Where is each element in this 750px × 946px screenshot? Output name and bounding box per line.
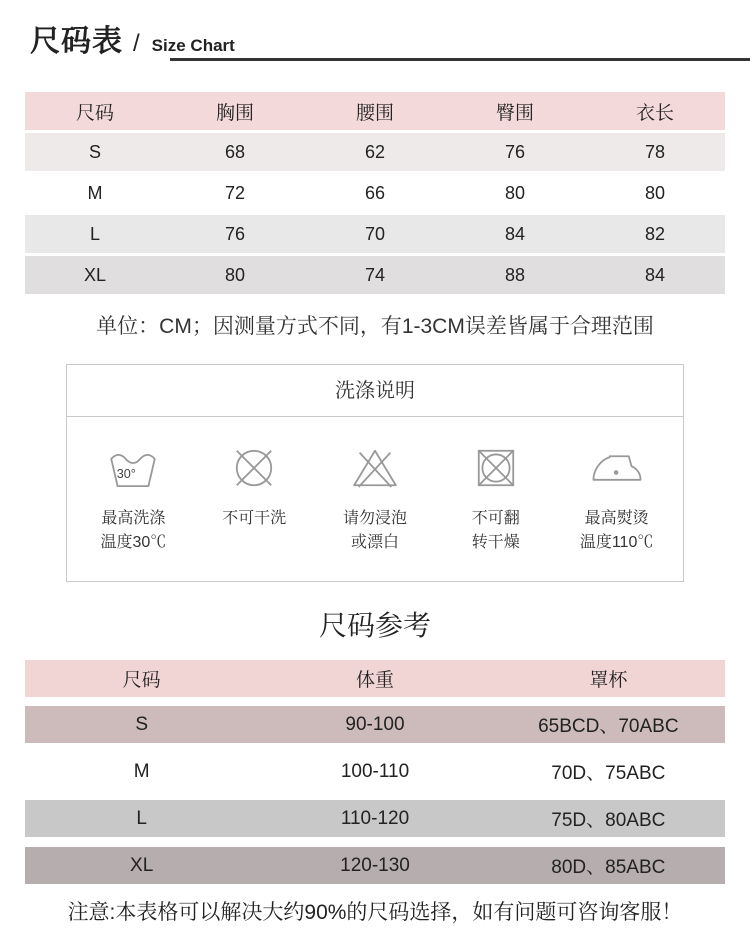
reference-header-cell: 尺码 [122,670,161,691]
wash-label-line: 请勿浸泡 [342,510,407,527]
hip-cell: 80 [504,182,526,203]
waist-cell: 74 [364,264,386,285]
weight-cell: 110-120 [340,807,410,829]
size-table [25,92,725,294]
cup-cell: 75D、80ABC [551,810,666,831]
size-table-header-cell: 胸围 [215,102,254,124]
size-cell: S [88,141,101,162]
table-row [25,800,725,837]
page-header [0,0,750,62]
title-separator: / [133,30,140,57]
wash-label-line: 温度110℃ [579,534,654,551]
wash-instruction-item [315,439,436,555]
wash-instruction-label [100,507,166,555]
page-title: 尺码表 [30,25,123,58]
wash-instruction-label [580,507,654,555]
hip-cell: 76 [504,141,526,162]
size-table-header-row [25,92,725,130]
table-row [25,847,725,884]
weight-cell: 120-130 [340,854,410,876]
table-row [25,753,725,790]
length-cell: 80 [644,182,666,203]
hip-cell: 88 [504,264,526,285]
reference-title: 尺码参考 [318,610,431,641]
bust-cell: 80 [224,264,246,285]
table-row [25,215,725,253]
no-tumble-dry-icon [467,439,525,497]
wash-label-line: 温度30℃ [100,534,167,551]
wash-label-line: 最高洗涤 [101,510,166,527]
reference-header-cell: 体重 [355,670,394,691]
reference-table-header-row [25,660,725,697]
page-subtitle: Size Chart [151,36,235,55]
footer-note: 注意:本表格可以解决大约90%的尺码选择，如有问题可咨询客服！ [67,901,683,924]
wash-label-line: 或漂白 [350,534,399,551]
size-cell: M [87,182,103,203]
reference-table [25,660,725,884]
table-row [25,174,725,212]
washing-title: 洗涤说明 [67,365,683,417]
cup-cell: 80D、85ABC [551,857,666,878]
no-bleach-icon [346,439,404,497]
length-cell: 82 [644,223,666,244]
reference-header-cell: 罩杯 [589,670,628,691]
size-table-header-cell: 腰围 [355,102,394,124]
wash-label-line: 最高熨烫 [584,510,649,527]
waist-cell: 70 [364,223,386,244]
weight-cell: 100-110 [340,760,410,782]
iron-max-110-icon [588,439,646,497]
wash-instruction-item [194,439,315,555]
waist-cell: 66 [364,182,386,203]
weight-cell: 90-100 [345,713,405,735]
size-cell: L [89,223,100,244]
size-cell: S [135,713,148,735]
length-cell: 84 [644,264,666,285]
washing-instructions-box [66,364,684,582]
wash-instruction-label [472,507,520,555]
length-cell: 78 [644,141,666,162]
size-cell: M [133,760,150,782]
size-table-header-cell: 臀围 [495,102,534,124]
cup-cell: 65BCD、70ABC [538,716,679,737]
size-cell: XL [83,264,107,285]
wash-instruction-item [556,439,677,555]
table-row [25,133,725,171]
unit-note: 单位：CM；因测量方式不同，有1-3CM误差皆属于合理范围 [96,315,654,338]
size-cell: L [136,807,147,829]
hip-cell: 84 [504,223,526,244]
wash-temp-30-icon [104,439,162,497]
bust-cell: 72 [224,182,246,203]
washing-items [67,417,683,581]
wash-instruction-label [222,507,286,531]
size-cell: XL [130,854,154,876]
wash-instruction-item [73,439,194,555]
wash-instruction-label [343,507,407,555]
wash-label-line: 不可翻 [471,510,520,527]
svg-text:30°: 30° [117,466,137,481]
no-dry-clean-icon [225,439,283,497]
wash-label-line: 转干燥 [471,534,520,551]
bust-cell: 68 [224,141,246,162]
table-row [25,256,725,294]
wash-instruction-item [435,439,556,555]
size-table-header-cell: 尺码 [75,102,114,124]
waist-cell: 62 [364,141,386,162]
wash-label-line: 不可干洗 [222,510,287,527]
bust-cell: 76 [224,223,246,244]
header-divider [170,58,750,61]
table-row [25,706,725,743]
size-table-header-cell: 衣长 [635,102,674,124]
cup-cell: 70D、75ABC [551,763,666,784]
